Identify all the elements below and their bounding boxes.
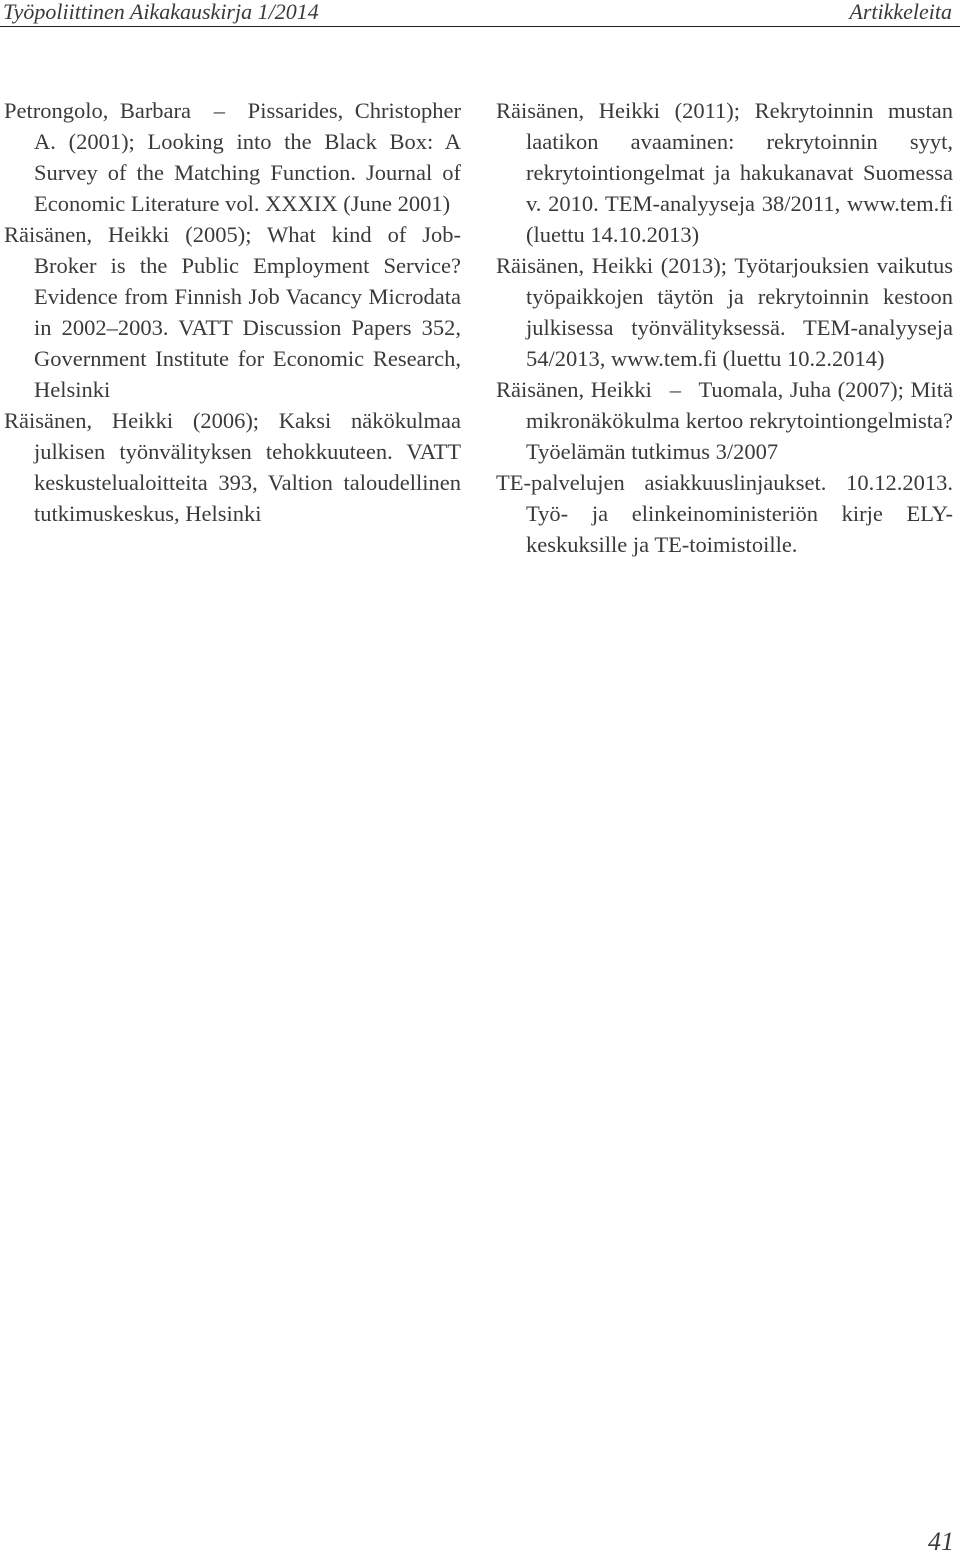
references-right-column [496,95,953,560]
reference-entry: Räisänen, Heikki – Tuomala, Juha (2007); Mitä mikronäkökulma kertoo rekrytointiongelmista? Työelämän tutkimus 3/2007 [496,377,953,464]
journal-title: Työpoliittinen Aikakauskirja 1/2014 [3,0,319,24]
reference-entry: TE-palvelujen asiakkuuslinjaukset. 10.12.2013. Työ- ja elinkeinoministeriön kirje ELY-keskuksille ja TE-toimistoille. [496,470,953,557]
reference-entry: Räisänen, Heikki (2011); Rekrytoinnin mustan laatikon avaaminen: rekrytoinnin syyt, rekrytointiongelmat ja hakukanavat Suomessa v. 2010. TEM-analyyseja 38/2011, www.tem.fi (luettu 14.10.2013) [496,98,953,247]
page-number: 41 [928,1527,954,1556]
section-title: Artikkeleita [849,0,952,24]
references-left-column [4,95,461,529]
reference-entry: Räisänen, Heikki (2013); Työtarjouksien vaikutus työpaikkojen täytön ja rekrytoinnin kestoon julkisessa työnvälityksessä. TEM-analyyseja 54/2013, www.tem.fi (luettu 10.2.2014) [496,253,953,371]
reference-entry: Räisänen, Heikki (2005); What kind of Job-Broker is the Public Employment Service? Evidence from Finnish Job Vacancy Microdata in 2002–2003. VATT Discussion Papers 352, Government Institute for Economic Research, Helsinki [4,222,461,402]
running-header [0,0,960,27]
reference-entry: Petrongolo, Barbara – Pissarides, Christopher A. (2001); Looking into the Black Box: A Survey of the Matching Function. Journal of Economic Literature vol. XXXIX (June 2001) [4,98,461,216]
reference-entry: Räisänen, Heikki (2006); Kaksi näkökulmaa julkisen työnvälityksen tehokkuuteen. VATT keskustelualoitteita 393, Valtion taloudellinen tutkimuskeskus, Helsinki [4,408,461,526]
